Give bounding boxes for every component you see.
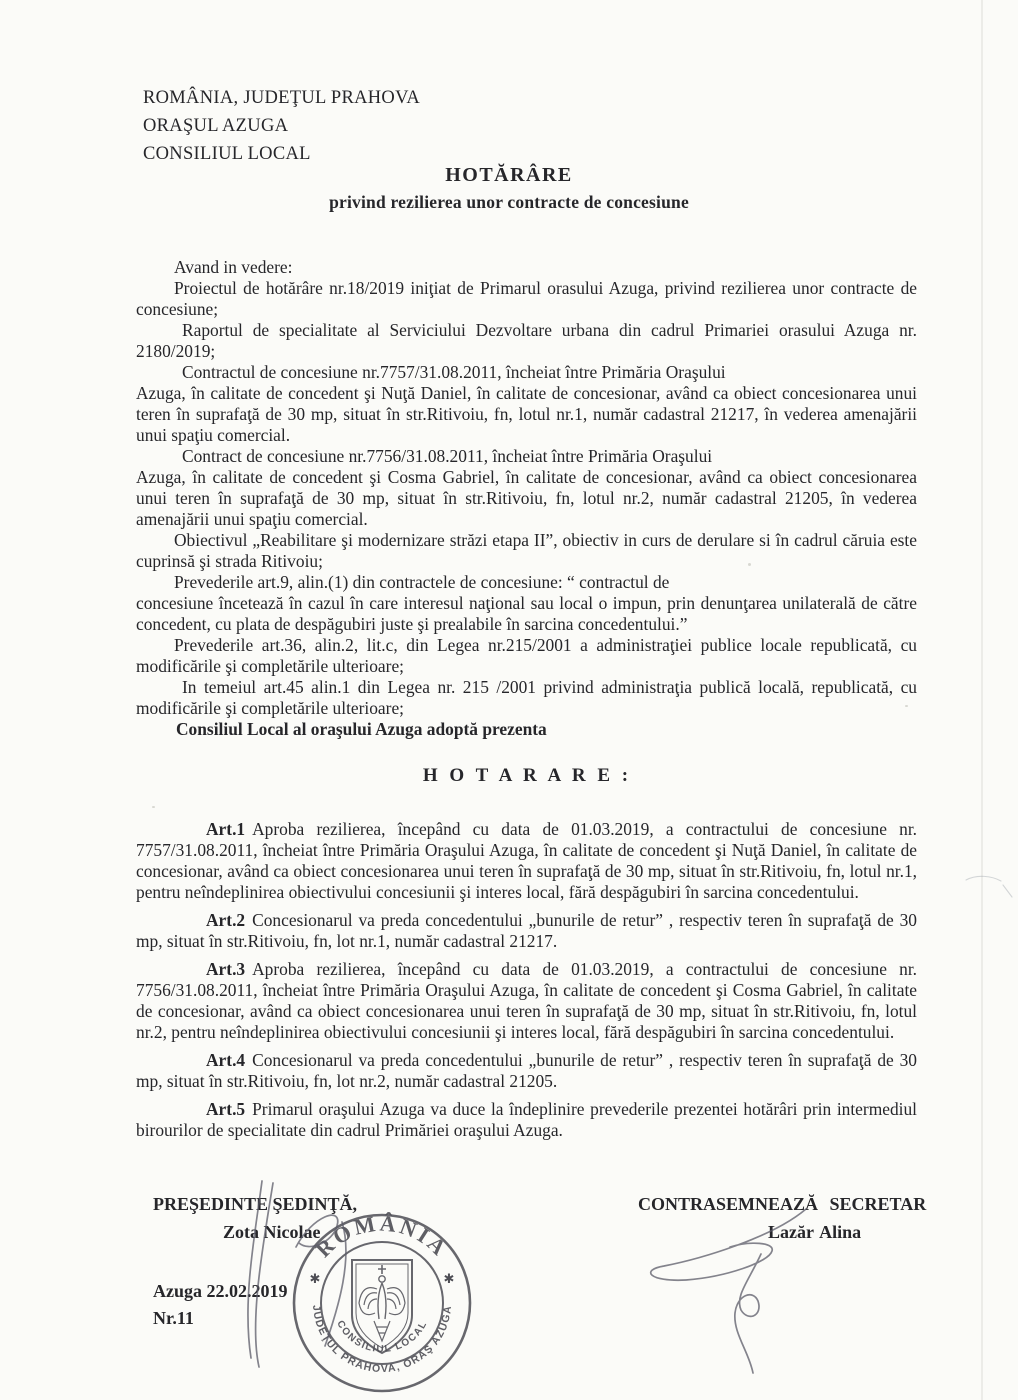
president-name: Zota Nicolae	[223, 1222, 321, 1242]
stamp-star-left-icon: ✱	[309, 1271, 321, 1286]
article-4	[136, 1050, 917, 1092]
issuer-country-line: ROMÂNIA, JUDEŢUL PRAHOVA	[143, 88, 421, 108]
preamble-item-firstline: Contractul de concesiune nr.7757/31.08.2011, încheiat între Primăria Oraşului	[182, 362, 726, 382]
article-label: Art.5	[206, 1099, 246, 1119]
adoption-line: Consiliul Local al oraşului Azuga adoptă prezenta	[176, 719, 547, 739]
article-text: Concesionarul va preda concedentului „bunurile de retur” , respectiv teren în suprafaţă de 30 mp, situat în str.Ritivoiu, fn, lot nr.1, număr cadastral 21217.	[136, 910, 917, 951]
preamble-item-text: Raportul de specialitate al Serviciului Dezvoltare urbana din cadrul Primariei orasului Azuga nr. 2180/2019;	[136, 320, 917, 361]
secretary-role: CONTRASEMNEAZĂ SECRETAR	[638, 1194, 927, 1214]
stamp-county-text: JUDEŢUL PRAHOVA, ORAŞ AZUGA	[309, 1304, 455, 1376]
stamp-council-text: CONSILIUL LOCAL	[334, 1318, 430, 1356]
article-text: Aproba rezilierea, începând cu data de 01.03.2019, a contractului de concesiune nr. 7757/31.08.2011, încheiat între Primăria Oraşului Azuga, în calitate de concedent şi Nuţă Daniel, în calitate de concesionar, având ca obiect concesionarea unui teren în suprafaţă de 30 mp, situat în str.Ritivoiu, fn, lotul nr.1, pentru neîndeplinirea obiectivului concesiunii şi interes local, fără despăgubiri în sarcina concedentului.	[136, 819, 917, 902]
stray-pen-mark	[966, 876, 1012, 897]
decision-heading: H O T A R A R E :	[422, 765, 631, 786]
article-5	[136, 1099, 917, 1141]
article-2	[136, 910, 917, 952]
article-label: Art.1	[206, 819, 246, 839]
preamble-item-firstline: Prevederile art.9, alin.(1) din contractele de concesiune: “ contractul de	[174, 572, 670, 592]
preamble-item-text: In temeiul art.45 alin.1 din Legea nr. 215 /2001 privind administraţia publică locală, republicată, cu modificările şi completările ulterioare;	[136, 677, 917, 718]
stamp-star-right-icon: ✱	[443, 1271, 455, 1286]
svg-text:CONSILIUL LOCAL	[334, 1319, 429, 1355]
document-title: HOTĂRÂRE	[445, 164, 573, 186]
document-body	[136, 257, 917, 1141]
preamble-item	[136, 572, 917, 635]
preamble-item	[136, 446, 917, 530]
article-label: Art.3	[206, 959, 246, 979]
article-3	[136, 959, 917, 1043]
preamble-item-firstline: Contract de concesiune nr.7756/31.08.2011, încheiat între Primăria Oraşului	[182, 446, 713, 466]
preamble-item	[136, 530, 917, 572]
svg-text:ROMÂNIA	[311, 1210, 454, 1262]
issuer-city-line: ORAŞUL AZUGA	[143, 116, 289, 136]
title-block	[0, 164, 1018, 213]
article-text: Aproba rezilierea, începând cu data de 01.03.2019, a contractului de concesiune nr. 7756/31.08.2011, încheiat între Primăria Oraşului Azuga, în calitate de concedent şi Cosma Gabriel, în calitate de concesionar, având ca obiect concesionarea unui teren în suprafaţă de 30 mp, situat în str.Ritivoiu, fn, lotul nr.2, pentru neîndeplinirea obiectivului concesiunii şi interes local, fără despăgubiri în sarcina concedentului.	[136, 959, 917, 1042]
stamp-country-text: ROMÂNIA	[310, 1210, 454, 1263]
preamble-item	[136, 320, 917, 362]
preamble-item	[136, 635, 917, 677]
article-text: Primarul oraşului Azuga va duce la îndeplinire prevederile prezentei hotărâri prin intermediul birourilor de specialitate din cadrul Primăriei oraşului Azuga.	[136, 1099, 917, 1140]
signature-block-secretary	[638, 1194, 926, 1243]
place-date: Azuga 22.02.2019	[153, 1281, 288, 1301]
secretary-name: Lazăr Alina	[768, 1222, 862, 1242]
article-label: Art.4	[206, 1050, 246, 1070]
issuer-block	[143, 84, 420, 168]
decision-number: Nr.11	[153, 1308, 194, 1328]
preamble-item-text: Proiectul de hotărâre nr.18/2019 iniţiat de Primarul orasului Azuga, privind rezilierea unor contracte de concesiune;	[136, 278, 917, 319]
article-1	[136, 819, 917, 903]
preamble-item	[136, 278, 917, 320]
preamble-item	[136, 362, 917, 446]
article-label: Art.2	[206, 910, 246, 930]
issuer-council-line: CONSILIUL LOCAL	[143, 144, 311, 164]
preamble-item	[136, 677, 917, 719]
preamble-item-text: Azuga, în calitate de concedent şi Cosma Gabriel, în calitate de concesionar, având ca obiect concesionarea unui teren în suprafaţă de 30 mp, situat în str.Ritivoiu, fn, lotul nr.2, număr cadastral 21205, în vederea amenajării unui spaţiu comercial.	[136, 467, 917, 529]
round-stamp	[282, 1203, 482, 1400]
preamble-item-text: Obiectivul „Reabilitare şi modernizare străzi etapa II”, obiectiv in curs de derulare si în cadrul căruia este cuprinsă şi strada Ritivoiu;	[136, 530, 917, 571]
article-text: Concesionarul va preda concedentului „bunurile de retur” , respectiv teren în suprafaţă de 30 mp, situat în str.Ritivoiu, fn, lot nr.2, număr cadastral 21205.	[136, 1050, 917, 1091]
preamble-intro: Avand in vedere:	[174, 257, 293, 277]
president-role: PREŞEDINTE ŞEDINŢĂ,	[153, 1194, 358, 1214]
preamble-item-text: Azuga, în calitate de concedent şi Nuţă Daniel, în calitate de concesionar, având ca obiect concesionarea unui teren în suprafaţă de 30 mp, situat în str.Ritivoiu, fn, lotul nr.1, număr cadastral 21217, în vederea amenajării unui spaţiu comercial.	[136, 383, 917, 445]
preamble-item-text: Prevederile art.36, alin.2, lit.c, din Legea nr.215/2001 a administraţiei publice locale republicată, cu modificările şi completările ulterioare;	[136, 635, 917, 676]
preamble-item-text: concesiune încetează în cazul în care interesul naţional sau local o impun, prin denunţarea unilaterală de către concedent, cu plata de despăgubiri juste şi prealabile în sarcina concedentului.”	[136, 593, 917, 634]
document-subtitle: privind rezilierea unor contracte de concesiune	[329, 192, 689, 212]
